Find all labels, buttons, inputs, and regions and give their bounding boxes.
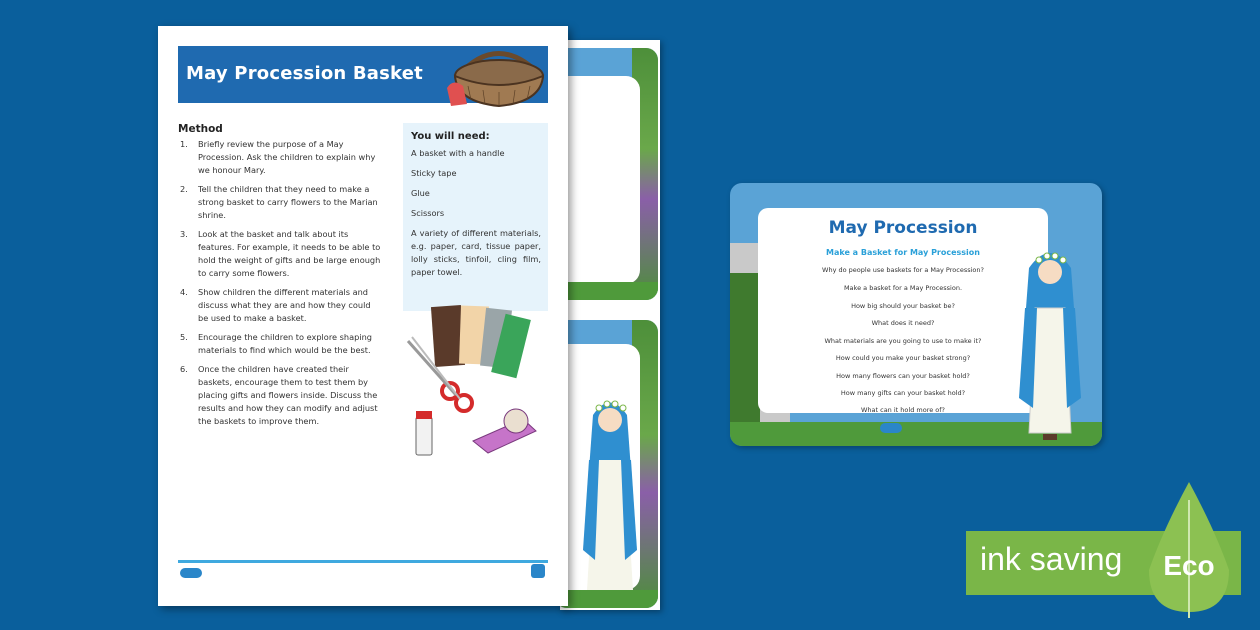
list-item: Glue [411,188,430,198]
list-item: 6. Once the children have created their baskets, encourage them to test them by placing gifts and flowers inside. Discuss the results and how they can modify and adjust the baskets to improve them. [180,364,378,426]
list-item: 5. Encourage the children to explore shaping materials to find which would be the best. [180,332,372,355]
question-item: What can it hold more of? [860,406,946,414]
footer-badge-icon [531,564,545,578]
question-item: How could you make your basket strong? [835,354,971,362]
footer-divider [178,560,548,563]
mary-illustration [1015,238,1085,443]
question-item: Make a basket for a May Procession. [843,284,963,292]
ink-saving-label: ink saving [980,541,1123,577]
list-item: 1. Briefly review the purpose of a May Procession. Ask the children to explain why we honour Mary. [180,139,376,175]
question-item: Why do people use baskets for a May Procession? [822,266,984,274]
eco-badge [1145,480,1233,620]
basket-icon [443,36,553,111]
question-item: What materials are you going to use to make it? [824,337,982,345]
question-item: How many gifts can your basket hold? [840,389,966,397]
mary-illustration [575,360,645,595]
question-item: How big should your basket be? [851,302,955,310]
brand-logo [180,568,202,578]
back-card-bottom [555,320,658,608]
question-item: How many flowers can your basket hold? [836,372,970,380]
list-item: A basket with a handle [411,148,505,158]
question-item: What does it need? [871,319,935,327]
card-subtitle: Make a Basket for May Procession [825,248,980,257]
card-title: May Procession [828,218,978,238]
list-item: 4. Show children the different materials and discuss what they are and how they could be used to make a basket. [180,287,371,323]
method-heading: Method [178,123,223,135]
list-item: Sticky tape [411,168,457,178]
needs-heading: You will need: [411,131,490,142]
eco-label: Eco [1163,550,1215,581]
list-item: 2. Tell the children that they need to make a strong basket to carry flowers to the Marian shrine. [180,184,378,220]
method-section [178,123,383,434]
question-panel [758,208,1048,413]
list-item: A variety of different materials, e.g. paper, card, tissue paper, lolly sticks, tinfoil, cling film, paper towel. [411,228,541,277]
list-item: Scissors [411,208,445,218]
brand-logo [880,423,902,433]
question-card [730,183,1102,446]
list-item: 3. Look at the basket and talk about its features. For example, it needs to be able to hold the weight of gifts and be large enough to carry some flowers. [180,229,381,278]
back-card-top [555,48,658,300]
worksheet-page [158,26,568,606]
page-title: May Procession Basket [186,63,423,84]
craft-supplies-illustration [398,301,553,461]
you-will-need-box [403,123,548,311]
